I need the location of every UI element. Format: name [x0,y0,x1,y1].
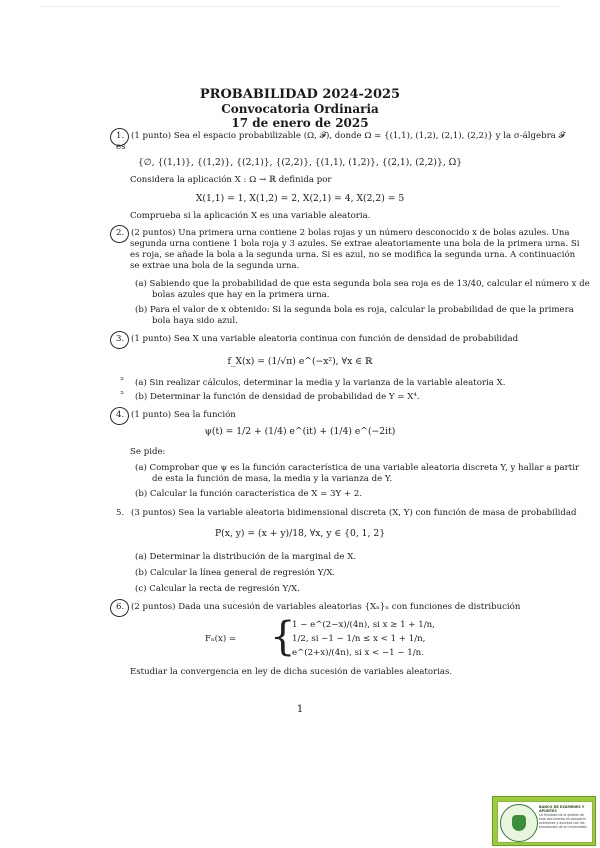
problem-6-number: 6. [116,602,125,612]
problem-5-part-a: (a) Determinar la distribución de la marginal de X. [135,552,357,562]
problem-3-part-b: (b) Determinar la función de densidad de probabilidad de Y = X⁴. [135,392,420,402]
problem-4-part-b: (b) Calcular la función característica de X = 3Y + 2. [135,489,363,499]
problem-3-density-formula: f_X(x) = (1/√π) e^(−x²), ∀x ∈ ℝ [227,356,373,367]
exam-subtitle: Convocatoria Ordinaria [221,102,379,116]
problem-2-line-2: segunda urna contiene 1 bola roja y 3 azules. Se extrae aleatoriamente una bola de la primera urna. Si [130,239,580,249]
problem-2-part-b: (b) Para el valor de x obtenido: Si la segunda bola es roja, calcular la probabilidad de que la primera [135,305,574,315]
problem-3-part-a: (a) Sin realizar cálculos, determinar la media y la varianza de la variable aleatoria X. [135,378,506,388]
stamp-body: La finalidad de la gestión de este documento es compartir exámenes y apuntes con los estudiantes de la Universidad. [539,813,588,829]
problem-2-line-4: se extrae una bola de la segunda urna. [130,261,300,271]
problem-5-number: 5. [116,508,125,518]
repository-stamp [492,796,596,846]
problem-3-statement: (1 punto) Sea X una variable aleatoria continua con función de densidad de probabilidad [131,334,519,344]
problem-1-number: 1. [116,131,125,141]
problem-4-characteristic-formula: ψ(t) = 1/2 + (1/4) e^(it) + (1/4) e^(−2it) [204,426,396,437]
problem-1-statement-cont: es [116,142,126,152]
stamp-panel [497,801,593,843]
problem-1-mapping-text: Considera la aplicación X : Ω → ℝ definida por [130,175,332,185]
problem-2-part-a-cont: bolas azules que hay en la primera urna. [152,290,330,300]
problem-2-number: 2. [116,228,125,238]
problem-4-part-a-cont: de esta la función de masa, la media y la varianza de Y. [152,474,393,484]
problem-5-part-b: (b) Calcular la línea general de regresión Y/X. [135,568,336,578]
scan-edge [40,6,560,7]
problem-4-part-a: (a) Comprobar que ψ es la función característica de una variable aleatoria discreta Y, y hallar a partir [135,463,580,473]
problem-1-statement: (1 punto) Sea el espacio probabilizable (Ω, 𝓕), donde Ω = {(1,1), (1,2), (2,1), (2,2)} y la σ-álgebra 𝓕 [131,131,565,141]
problem-3-number: 3. [116,334,125,344]
problem-1-question: Comprueba si la aplicación X es una variable aleatoria. [130,211,371,221]
problem-6-statement: (2 puntos) Dada una sucesión de variables aleatorias {Xₙ}ₙ con funciones de distribución [131,602,521,612]
university-seal-icon [500,804,538,842]
problem-5-part-c: (c) Calcular la recta de regresión Y/X. [135,584,300,594]
problem-4-se-pide: Se pide: [130,447,166,457]
exam-title: PROBABILIDAD 2024-2025 [199,87,401,102]
problem-2-part-a: (a) Sabiendo que la probabilidad de que esta segunda bola sea roja es de 13/40, calcular el número x de [135,279,590,289]
problem-1-sigma-algebra: {∅, {(1,1)}, {(1,2)}, {(2,1)}, {(2,2)}, {(1,1), (1,2)}, {(2,1), (2,2)}, Ω} [137,157,463,168]
problem-5-statement: (3 puntos) Sea la variable aleatoria bidimensional discreta (X, Y) con función de masa de probabilidad [131,508,577,518]
exam-date: 17 de enero de 2025 [231,116,369,130]
problem-6-case-3: e^(2+x)/(4n), si x < −1 − 1/n. [292,648,424,658]
piecewise-brace: { [270,614,296,660]
problem-5-mass-formula: P(x, y) = (x + y)/18, ∀x, y ∈ {0, 1, 2} [214,528,386,539]
problem-6-case-2: 1/2, si −1 − 1/n ≤ x < 1 + 1/n, [292,634,426,644]
page-number: 1 [296,704,304,715]
problem-6-lhs: Fₙ(x) = [205,634,237,644]
problem-2-part-b-cont: bola haya sido azul. [152,316,238,326]
problem-4-statement: (1 punto) Sea la función [131,410,236,420]
problem-6-question: Estudiar la convergencia en ley de dicha sucesión de variables aleatorias. [130,667,453,677]
problem-6-case-1: 1 − e^(2−x)/(4n), si x ≥ 1 + 1/n, [292,620,435,630]
stamp-text [539,805,591,839]
problem-2-line-3: es roja, se añade la bola a la segunda urna. Si es azul, no se modifica la segunda urna. A continuación [130,250,576,260]
problem-1-definition: X(1,1) = 1, X(1,2) = 2, X(2,1) = 4, X(2,2) = 5 [195,193,405,204]
stamp-title: BANCO DE EXÁMENES Y APUNTES [539,805,585,813]
handwritten-mark-a: ᐣ [120,376,124,387]
handwritten-mark-b: ᐣ [120,390,124,401]
exam-header [0,88,600,130]
problem-4-number: 4. [116,410,125,420]
problem-2-line-1: (2 puntos) Una primera urna contiene 2 bolas rojas y un número desconocido x de bolas azules. Una [131,228,570,238]
